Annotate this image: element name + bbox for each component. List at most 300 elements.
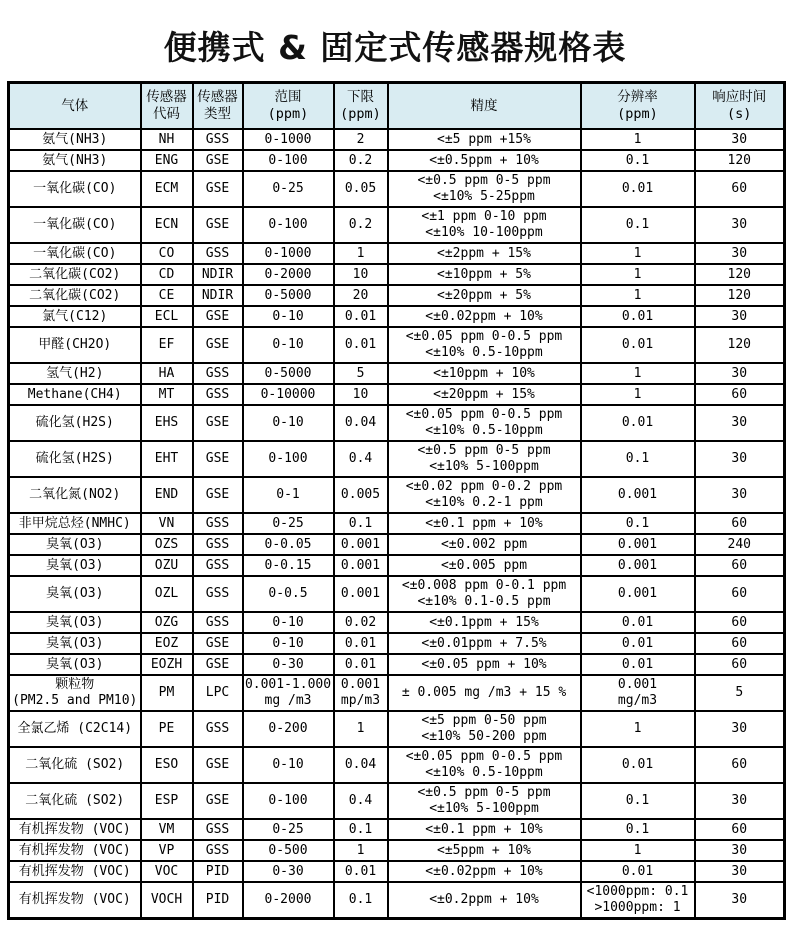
gas-cell <box>9 384 141 405</box>
lower-limit-cell <box>334 633 388 654</box>
sensor-type-cell: GSS <box>193 513 243 534</box>
range-cell <box>243 747 334 783</box>
header-cell <box>695 83 785 130</box>
range-cell <box>243 207 334 243</box>
cell-line: 0.001 <box>617 536 658 552</box>
accuracy-cell <box>388 384 581 405</box>
cell-line: 0.01 <box>621 415 654 430</box>
cell-line: <±10% 0.5-10ppm <box>425 765 543 780</box>
cell-line: 0-2000 <box>264 266 312 282</box>
cell-line: <±10% 5-100ppm <box>429 459 539 474</box>
table-row <box>9 861 785 882</box>
cell-line: 0.001 <box>340 557 381 573</box>
sensor-code-cell: EF <box>141 327 193 363</box>
cell-line: <±10% 0.2-1 ppm <box>425 495 543 510</box>
cell-line: 0-2000 <box>264 892 312 907</box>
cell-line: <±0.5 ppm 0-5 ppm <box>417 785 551 800</box>
cell-line: <1000ppm: 0.1 <box>586 884 689 899</box>
accuracy-cell <box>388 363 581 384</box>
table-row <box>9 882 785 919</box>
lower-limit-cell <box>334 534 388 555</box>
resolution-cell <box>581 264 695 285</box>
sensor-code-cell: CO <box>141 243 193 264</box>
sensor-type-cell: GSS <box>193 129 243 150</box>
lower-limit-cell <box>334 363 388 384</box>
range-cell <box>243 384 334 405</box>
cell-line: 0-0.05 <box>264 536 312 552</box>
lower-limit-cell <box>334 243 388 264</box>
sensor-type-cell: GSE <box>193 633 243 654</box>
gas-cell <box>9 633 141 654</box>
cell-line: 0.1 <box>348 892 373 907</box>
range-cell <box>243 405 334 441</box>
range-cell <box>243 150 334 171</box>
cell-line: 二氧化碳(CO2) <box>29 287 121 303</box>
table-row <box>9 654 785 675</box>
cell-line: 有机挥发物 (VOC) <box>18 863 131 879</box>
resolution-cell <box>581 207 695 243</box>
cell-line: <±10% 10-100ppm <box>425 225 543 240</box>
range-cell <box>243 285 334 306</box>
header-cell <box>141 83 193 130</box>
cell-line: 氯气(C12) <box>42 308 108 324</box>
resolution-cell <box>581 405 695 441</box>
cell-line: 代码 <box>153 106 180 122</box>
gas-cell <box>9 783 141 819</box>
header-cell <box>581 83 695 130</box>
sensor-code-cell: VN <box>141 513 193 534</box>
gas-cell <box>9 576 141 612</box>
accuracy-cell <box>388 441 581 477</box>
table-row <box>9 477 785 513</box>
accuracy-cell <box>388 675 581 711</box>
cell-line: 0-25 <box>272 515 304 531</box>
range-cell <box>243 513 334 534</box>
lower-limit-cell <box>334 327 388 363</box>
sensor-type-cell: GSS <box>193 819 243 840</box>
cell-line: 有机挥发物 (VOC) <box>18 892 131 907</box>
cell-line: mp/m3 <box>340 693 381 708</box>
response-time-cell: 60 <box>695 747 785 783</box>
resolution-cell <box>581 384 695 405</box>
response-time-cell: 120 <box>695 327 785 363</box>
response-time-cell: 120 <box>695 285 785 306</box>
response-time-cell: 30 <box>695 363 785 384</box>
resolution-cell <box>581 477 695 513</box>
cell-line: 下限 <box>347 89 374 105</box>
sensor-code-cell: END <box>141 477 193 513</box>
header-cell <box>243 83 334 130</box>
lower-limit-cell <box>334 513 388 534</box>
lower-limit-cell <box>334 675 388 711</box>
sensor-type-cell: GSS <box>193 576 243 612</box>
resolution-cell <box>581 534 695 555</box>
cell-line: 0.4 <box>348 793 373 808</box>
accuracy-cell <box>388 477 581 513</box>
response-time-cell: 60 <box>695 384 785 405</box>
cell-line: 二氧化氮(NO2) <box>29 487 121 502</box>
cell-line: 一氧化碳(CO) <box>33 217 117 232</box>
cell-line: <±0.002 ppm <box>440 536 528 552</box>
sensor-type-cell: LPC <box>193 675 243 711</box>
sensor-type-cell: GSE <box>193 150 243 171</box>
gas-cell <box>9 612 141 633</box>
cell-line: <±10% 5-25ppm <box>433 189 535 204</box>
table-row <box>9 534 785 555</box>
sensor-code-cell: EHT <box>141 441 193 477</box>
cell-line: 0.001 <box>617 586 658 601</box>
cell-line: 0-5000 <box>264 287 312 303</box>
table-row <box>9 747 785 783</box>
cell-line: 0.001-1.000 <box>244 677 332 692</box>
accuracy-cell <box>388 633 581 654</box>
cell-line: 0.01 <box>621 181 654 196</box>
cell-line: 5 <box>356 365 365 381</box>
cell-line: 0.2 <box>348 217 373 232</box>
lower-limit-cell <box>334 129 388 150</box>
cell-line: ± 0.005 mg /m3 + 15 % <box>401 685 567 700</box>
response-time-cell: 30 <box>695 405 785 441</box>
cell-line: 1 <box>633 266 642 282</box>
cell-line: 二氧化硫 (SO2) <box>25 757 125 772</box>
table-row <box>9 711 785 747</box>
cell-line: 硫化氢(H2S) <box>35 451 114 466</box>
accuracy-cell <box>388 285 581 306</box>
sensor-type-cell: GSS <box>193 711 243 747</box>
range-cell <box>243 477 334 513</box>
sensor-type-cell: GSE <box>193 171 243 207</box>
cell-line: Methane(CH4) <box>27 386 122 402</box>
cell-line: 0-10000 <box>260 386 316 402</box>
gas-cell <box>9 264 141 285</box>
sensor-code-cell: PM <box>141 675 193 711</box>
range-cell <box>243 819 334 840</box>
accuracy-cell <box>388 243 581 264</box>
cell-line: 0-10 <box>272 337 304 352</box>
cell-line: 1 <box>356 721 365 736</box>
cell-line: <±10ppm + 5% <box>437 266 531 282</box>
table-header <box>9 83 785 130</box>
sensor-type-cell: GSE <box>193 207 243 243</box>
cell-line: 0-1000 <box>264 131 312 147</box>
table-row <box>9 129 785 150</box>
sensor-type-cell: GSS <box>193 243 243 264</box>
sensor-type-cell: NDIR <box>193 264 243 285</box>
accuracy-cell <box>388 654 581 675</box>
cell-line: 0.01 <box>621 635 654 651</box>
accuracy-cell <box>388 747 581 783</box>
cell-line: <±10% 0.5-10ppm <box>425 345 543 360</box>
cell-line: 非甲烷总烃(NMHC) <box>18 515 131 531</box>
cell-line: <±0.05 ppm 0-0.5 ppm <box>405 329 563 344</box>
cell-line: 0.4 <box>348 451 373 466</box>
range-cell <box>243 612 334 633</box>
response-time-cell: 60 <box>695 612 785 633</box>
cell-line: <±1 ppm 0-10 ppm <box>421 209 547 224</box>
resolution-cell <box>581 576 695 612</box>
gas-cell <box>9 555 141 576</box>
sensor-code-cell: ECN <box>141 207 193 243</box>
cell-line: >1000ppm: 1 <box>594 900 681 915</box>
range-cell <box>243 576 334 612</box>
cell-line: 1 <box>356 842 365 858</box>
response-time-cell: 120 <box>695 150 785 171</box>
cell-line: 全氯乙烯 (C2C14) <box>17 721 133 736</box>
header-cell <box>193 83 243 130</box>
cell-line: <±0.008 ppm 0-0.1 ppm <box>401 578 567 593</box>
sensor-type-cell: GSS <box>193 840 243 861</box>
cell-line: 颗粒物 <box>55 677 95 692</box>
cell-line: 0.01 <box>621 308 654 324</box>
resolution-cell <box>581 819 695 840</box>
accuracy-cell <box>388 129 581 150</box>
lower-limit-cell <box>334 861 388 882</box>
cell-line: 0.04 <box>344 757 377 772</box>
cell-line: 有机挥发物 (VOC) <box>18 842 131 858</box>
cell-line: <±0.05 ppm 0-0.5 ppm <box>405 407 563 422</box>
cell-line: 有机挥发物 (VOC) <box>18 821 131 837</box>
cell-line: (s) <box>727 106 752 122</box>
cell-line: 0.005 <box>340 487 381 502</box>
cell-line: 0-0.5 <box>268 586 308 601</box>
sensor-code-cell: ESP <box>141 783 193 819</box>
cell-line: <±0.1 ppm + 10% <box>425 515 543 531</box>
resolution-cell <box>581 513 695 534</box>
lower-limit-cell <box>334 783 388 819</box>
cell-line: 响应时间 <box>712 89 767 105</box>
cell-line: 0-200 <box>268 721 308 736</box>
range-cell <box>243 711 334 747</box>
cell-line: 0-25 <box>272 181 304 196</box>
cell-line: <±0.1ppm + 15% <box>429 614 539 630</box>
lower-limit-cell <box>334 285 388 306</box>
cell-line: 0.1 <box>625 793 650 808</box>
cell-line: 1 <box>356 245 365 261</box>
sensor-code-cell: OZG <box>141 612 193 633</box>
accuracy-cell <box>388 264 581 285</box>
sensor-type-cell: GSE <box>193 405 243 441</box>
sensor-type-cell: GSE <box>193 327 243 363</box>
cell-line: 0-0.15 <box>264 557 312 573</box>
gas-cell <box>9 150 141 171</box>
accuracy-cell <box>388 711 581 747</box>
table-row <box>9 327 785 363</box>
cell-line: 0.1 <box>348 515 373 531</box>
sensor-type-cell: GSS <box>193 534 243 555</box>
table-row <box>9 612 785 633</box>
table-row <box>9 264 785 285</box>
response-time-cell: 30 <box>695 882 785 919</box>
cell-line: 0.001 <box>617 487 658 502</box>
cell-line: <±10% 50-200 ppm <box>421 729 547 744</box>
cell-line: <±0.02ppm + 10% <box>425 308 543 324</box>
cell-line: 10 <box>352 386 369 402</box>
gas-cell <box>9 129 141 150</box>
sensor-code-cell: VM <box>141 819 193 840</box>
accuracy-cell <box>388 207 581 243</box>
lower-limit-cell <box>334 654 388 675</box>
range-cell <box>243 654 334 675</box>
cell-line: <±0.1 ppm + 10% <box>425 821 543 837</box>
cell-line: 0.1 <box>625 821 650 837</box>
gas-cell <box>9 477 141 513</box>
gas-cell <box>9 285 141 306</box>
resolution-cell <box>581 882 695 919</box>
accuracy-cell <box>388 861 581 882</box>
cell-line: 0.05 <box>344 181 377 196</box>
cell-line: 范围 <box>274 89 302 105</box>
cell-line: 臭氧(O3) <box>46 614 104 630</box>
gas-cell <box>9 534 141 555</box>
lower-limit-cell <box>334 207 388 243</box>
accuracy-cell <box>388 612 581 633</box>
sensor-code-cell: VP <box>141 840 193 861</box>
header-cell <box>388 83 581 130</box>
range-cell <box>243 534 334 555</box>
cell-line: 10 <box>352 266 369 282</box>
table-row <box>9 306 785 327</box>
response-time-cell: 30 <box>695 441 785 477</box>
sensor-type-cell: PID <box>193 882 243 919</box>
cell-line: 0.001 <box>340 586 381 601</box>
gas-cell <box>9 306 141 327</box>
sensor-type-cell: GSE <box>193 477 243 513</box>
resolution-cell <box>581 633 695 654</box>
cell-line: (ppm) <box>617 106 658 122</box>
gas-cell <box>9 654 141 675</box>
cell-line: 传感器 <box>146 89 187 105</box>
cell-line: 臭氧(O3) <box>46 536 104 552</box>
cell-line: 0-5000 <box>264 365 312 381</box>
response-time-cell: 60 <box>695 555 785 576</box>
cell-line: 一氧化碳(CO) <box>33 181 117 196</box>
lower-limit-cell <box>334 264 388 285</box>
table-row <box>9 363 785 384</box>
cell-line: 0-100 <box>268 793 308 808</box>
accuracy-cell <box>388 534 581 555</box>
accuracy-cell <box>388 306 581 327</box>
table-row <box>9 633 785 654</box>
cell-line: 0-10 <box>272 635 304 651</box>
sensor-code-cell: CD <box>141 264 193 285</box>
sensor-type-cell: GSE <box>193 306 243 327</box>
gas-cell <box>9 441 141 477</box>
cell-line: <±0.05 ppm + 10% <box>421 656 547 672</box>
cell-line: 传感器 <box>197 89 238 105</box>
range-cell <box>243 783 334 819</box>
response-time-cell: 60 <box>695 576 785 612</box>
cell-line: 0.2 <box>348 152 373 168</box>
table-row <box>9 783 785 819</box>
resolution-cell <box>581 747 695 783</box>
sensor-type-cell: GSS <box>193 612 243 633</box>
resolution-cell <box>581 129 695 150</box>
sensor-code-cell: ENG <box>141 150 193 171</box>
cell-line: 氨气(NH3) <box>42 131 108 147</box>
range-cell <box>243 243 334 264</box>
cell-line: 0-1 <box>276 487 300 502</box>
resolution-cell <box>581 861 695 882</box>
resolution-cell <box>581 555 695 576</box>
resolution-cell <box>581 441 695 477</box>
range-cell <box>243 363 334 384</box>
sensor-spec-table <box>7 81 786 920</box>
resolution-cell <box>581 171 695 207</box>
cell-line: 0-10 <box>272 308 304 324</box>
range-cell <box>243 129 334 150</box>
lower-limit-cell <box>334 384 388 405</box>
table-row <box>9 171 785 207</box>
response-time-cell: 30 <box>695 129 785 150</box>
cell-line: 臭氧(O3) <box>46 586 104 601</box>
cell-line: <±20ppm + 15% <box>433 386 535 402</box>
sensor-code-cell: PE <box>141 711 193 747</box>
accuracy-cell <box>388 555 581 576</box>
cell-line: <±5ppm + 10% <box>437 842 531 858</box>
cell-line: 1 <box>633 721 642 736</box>
cell-line: 0-10 <box>272 757 304 772</box>
cell-line: 0.01 <box>621 614 654 630</box>
sensor-code-cell: OZL <box>141 576 193 612</box>
resolution-cell <box>581 711 695 747</box>
cell-line: 0.01 <box>344 635 377 651</box>
lower-limit-cell <box>334 306 388 327</box>
lower-limit-cell <box>334 882 388 919</box>
table-row <box>9 405 785 441</box>
cell-line: <±0.5 ppm 0-5 ppm <box>417 443 551 458</box>
cell-line: 0-30 <box>272 656 304 672</box>
cell-line: 甲醛(CH2O) <box>38 337 112 352</box>
response-time-cell: 30 <box>695 306 785 327</box>
cell-line: 1 <box>633 245 642 261</box>
cell-line: 二氧化碳(CO2) <box>29 266 121 282</box>
sensor-code-cell: OZS <box>141 534 193 555</box>
cell-line: 0-500 <box>268 842 308 858</box>
sensor-code-cell: VOC <box>141 861 193 882</box>
cell-line: <±5 ppm +15% <box>437 131 531 147</box>
table-row <box>9 243 785 264</box>
range-cell <box>243 861 334 882</box>
resolution-cell <box>581 243 695 264</box>
table-row <box>9 555 785 576</box>
lower-limit-cell <box>334 555 388 576</box>
response-time-cell: 30 <box>695 783 785 819</box>
lower-limit-cell <box>334 840 388 861</box>
resolution-cell <box>581 840 695 861</box>
cell-line: <±0.005 ppm <box>440 557 528 573</box>
cell-line: 0.001 <box>617 677 658 692</box>
cell-line: 0-1000 <box>264 245 312 261</box>
response-time-cell: 5 <box>695 675 785 711</box>
gas-cell <box>9 711 141 747</box>
cell-line: 0.01 <box>344 308 377 324</box>
cell-line: <±10% 0.5-10ppm <box>425 423 543 438</box>
range-cell <box>243 327 334 363</box>
accuracy-cell <box>388 576 581 612</box>
gas-cell <box>9 405 141 441</box>
cell-line: 0.1 <box>625 217 650 232</box>
range-cell <box>243 882 334 919</box>
cell-line: 0.001 <box>340 677 381 692</box>
cell-line: 0.01 <box>621 337 654 352</box>
accuracy-cell <box>388 405 581 441</box>
response-time-cell: 60 <box>695 513 785 534</box>
cell-line: <±0.01ppm + 7.5% <box>421 635 547 651</box>
response-time-cell: 30 <box>695 477 785 513</box>
cell-line: 0.1 <box>625 152 650 168</box>
response-time-cell: 60 <box>695 633 785 654</box>
sensor-code-cell: MT <box>141 384 193 405</box>
